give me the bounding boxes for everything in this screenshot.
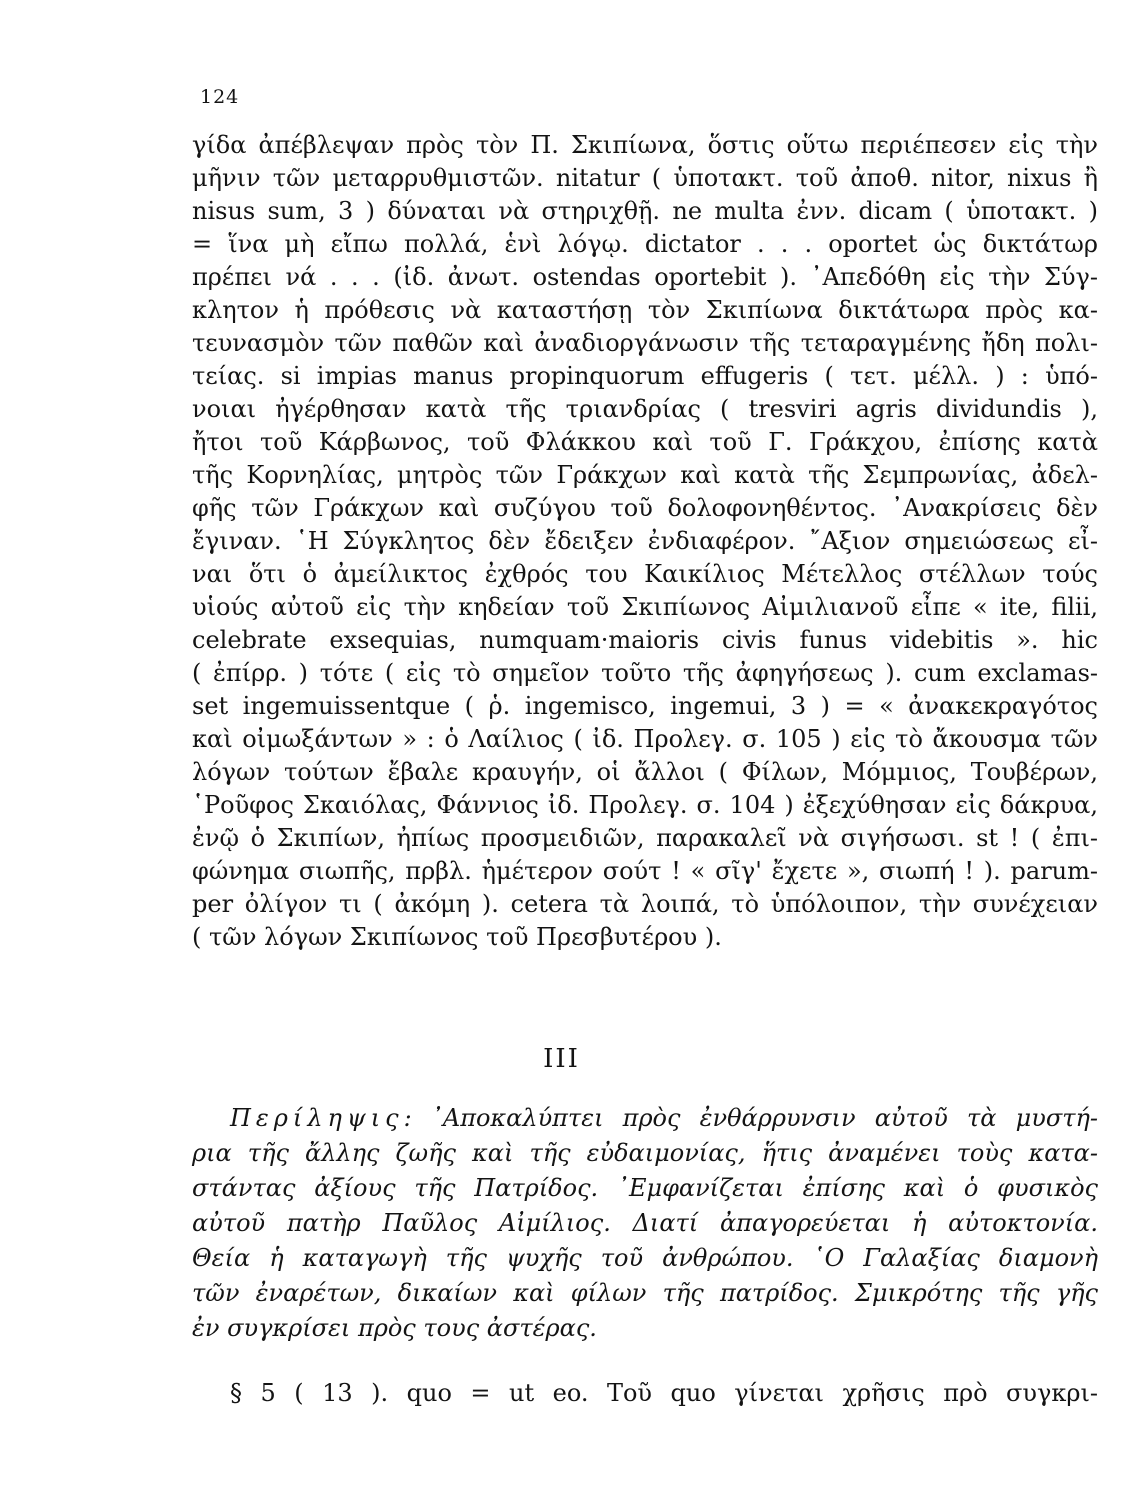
summary-line: ἐν συγκρίσει πρὸς τους ἀστέρας. bbox=[192, 1314, 597, 1342]
text-line: ἔγιναν. ῾Η Σύγκλητος δὲν ἔδειξεν ἐνδιαφέρον. ῎Αξιον σημειώσεως εἶ- bbox=[192, 527, 1098, 555]
text-line: νοιαι ἠγέρθησαν κατὰ τῆς τριανδρίας ( tresviri agris dividundis ), bbox=[192, 395, 1098, 423]
text-line: ( τῶν λόγων Σκιπίωνος τοῦ Πρεσβυτέρου ). bbox=[192, 923, 722, 951]
text-line: πρέπει νά . . . (ἰδ. ἀνωτ. ostendas oportebit ). ᾿Απεδόθη εἰς τὴν Σύγ- bbox=[192, 263, 1098, 291]
summary-first-line bbox=[230, 1103, 1098, 1133]
text-line: φώνημα σιωπῆς, πρβλ. ἡμέτερον σούτ ! « σῖγ' ἔχετε », σιωπή ! ). parum- bbox=[192, 857, 1098, 885]
text-line: ῾Ροῦφος Σκαιόλας, Φάννιος ἰδ. Προλεγ. σ. 104 ) ἐξεχύθησαν εἰς δάκρυα, bbox=[192, 791, 1098, 819]
text-line: υἱούς αὐτοῦ εἰς τὴν κηδείαν τοῦ Σκιπίωνος Αἰμιλιανοῦ εἶπε « ite, filii, bbox=[192, 593, 1098, 621]
text-line: per ὀλίγον τι ( ἀκόμη ). cetera τὰ λοιπά, τὸ ὑπόλοιπον, τὴν συνέχειαν bbox=[192, 890, 1098, 918]
text-line: μῆνιν τῶν μεταρρυθμιστῶν. nitatur ( ὑποτακτ. τοῦ ἀποθ. nitor, nixus ἢ bbox=[192, 164, 1098, 192]
text-line: ναι ὅτι ὁ ἀμείλικτος ἐχθρός του Καικίλιος Μέτελλος στέλλων τούς bbox=[192, 560, 1098, 588]
text-line: set ingemuissentque ( ῥ. ingemisco, ingemui, 3 ) = « ἀνακεκραγότος bbox=[192, 692, 1098, 720]
text-line: τείας. si impias manus propinquorum effugeris ( τετ. μέλλ. ) : ὑπό- bbox=[192, 362, 1098, 390]
text-line: = ἵνα μὴ εἴπω πολλά, ἑνὶ λόγῳ. dictator . . . oportet ὡς δικτάτωρ bbox=[192, 230, 1098, 258]
text-line: καὶ οἰμωξάντων » : ὁ Λαίλιος ( ἰδ. Προλεγ. σ. 105 ) εἰς τὸ ἄκουσμα τῶν bbox=[192, 725, 1098, 753]
text-line: τῆς Κορνηλίας, μητρὸς τῶν Γράκχων καὶ κατὰ τῆς Σεμπρωνίας, ἀδελ- bbox=[192, 461, 1098, 489]
text-line: § 5 ( 13 ). quo = ut eo. Τοῦ quo γίνεται χρῆσις πρὸ συγκρι- bbox=[230, 1379, 1098, 1407]
summary-text: : ᾿Αποκαλύπτει πρὸς ἐνθάρρυνσιν αὐτοῦ τὰ μυστή- bbox=[403, 1104, 1098, 1132]
summary-line: τῶν ἐναρέτων, δικαίων καὶ φίλων τῆς πατρίδος. Σμικρότης τῆς γῆς bbox=[192, 1279, 1098, 1307]
summary-line: ρια τῆς ἄλλης ζωῆς καὶ τῆς εὐδαιμονίας, ἥτις ἀναμένει τοὺς κατα- bbox=[192, 1139, 1098, 1167]
text-line: nisus sum, 3 ) δύναται νὰ στηριχθῇ. ne multa ἐνν. dicam ( ὑποτακτ. ) bbox=[192, 197, 1098, 225]
summary-label: Περίληψις bbox=[230, 1104, 404, 1132]
text-line: τευνασμὸν τῶν παθῶν καὶ ἀναδιοργάνωσιν τῆς τεταραγμένης ἤδη πολι- bbox=[192, 329, 1098, 357]
text-line: ἐνῷ ὁ Σκιπίων, ἠπίως προσμειδιῶν, παρακαλεῖ νὰ σιγήσωσι. st ! ( ἐπι- bbox=[192, 824, 1098, 852]
summary-line: αὐτοῦ πατὴρ Παῦλος Αἰμίλιος. Διατί ἀπαγορεύεται ἡ αὐτοκτονία. bbox=[192, 1209, 1098, 1237]
text-line: ἤτοι τοῦ Κάρβωνος, τοῦ Φλάκκου καὶ τοῦ Γ. Γράκχου, ἐπίσης κατὰ bbox=[192, 428, 1098, 456]
summary-line: Θεία ἡ καταγωγὴ τῆς ψυχῆς τοῦ ἀνθρώπου. ῾Ο Γαλαξίας διαμονὴ bbox=[192, 1244, 1098, 1272]
text-line: ( ἐπίρρ. ) τότε ( εἰς τὸ σημεῖον τοῦτο τῆς ἀφηγήσεως ). cum exclamas- bbox=[192, 659, 1098, 687]
text-line: γίδα ἀπέβλεψαν πρὸς τὸν Π. Σκιπίωνα, ὅστις οὕτω περιέπεσεν εἰς τὴν bbox=[192, 131, 1098, 159]
page-number: 124 bbox=[200, 86, 240, 108]
text-line: κλητον ἡ πρόθεσις νὰ καταστήσῃ τὸν Σκιπίωνα δικτάτωρα πρὸς κα- bbox=[192, 296, 1098, 324]
text-line: celebrate exsequias, numquam·maioris civis funus videbitis ». hic bbox=[192, 626, 1098, 654]
text-line: λόγων τούτων ἔβαλε κραυγήν, οἱ ἄλλοι ( Φίλων, Μόμμιος, Τουβέρων, bbox=[192, 758, 1098, 786]
text-line: φῆς τῶν Γράκχων καὶ συζύγου τοῦ δολοφονηθέντος. ᾿Ανακρίσεις δὲν bbox=[192, 494, 1098, 522]
summary-line: στάντας ἀξίους τῆς Πατρίδος. ᾿Εμφανίζεται ἐπίσης καὶ ὁ φυσικὸς bbox=[192, 1174, 1098, 1202]
section-heading: III bbox=[543, 1044, 580, 1074]
